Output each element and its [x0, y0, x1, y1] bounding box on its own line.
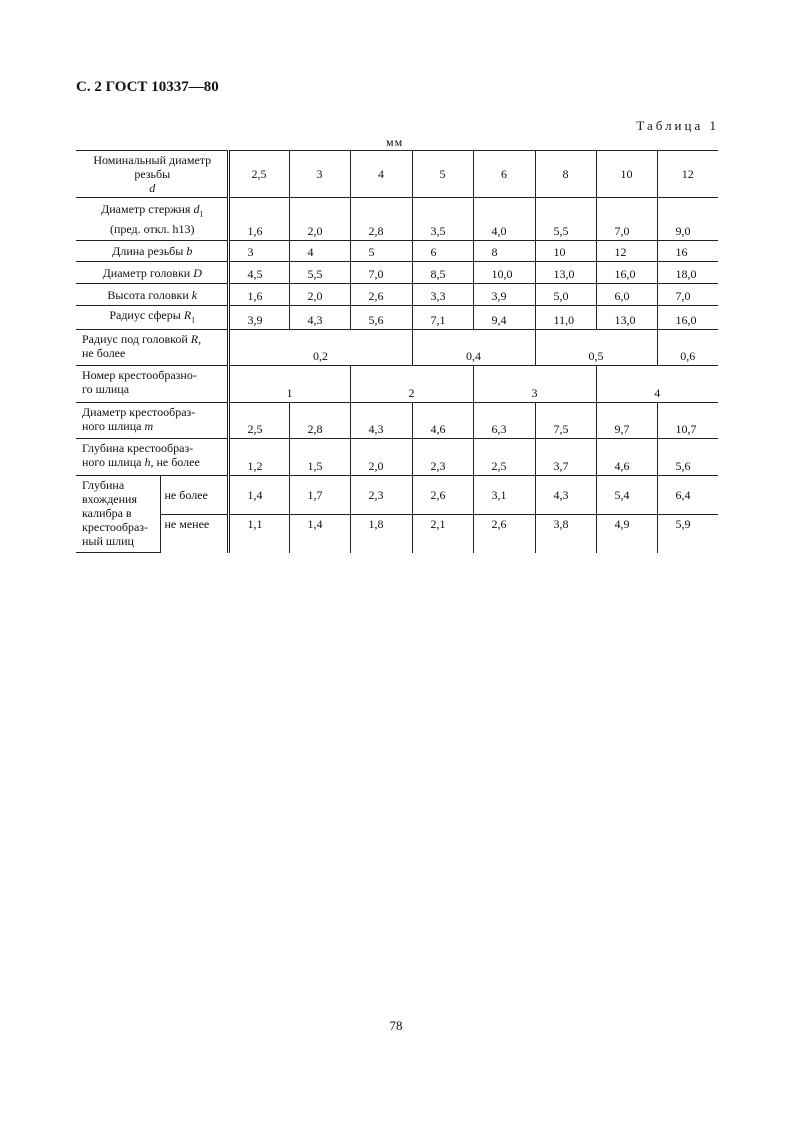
label-symbol: R — [183, 308, 192, 322]
value-cell: 11,0 — [535, 306, 596, 330]
value-cell: 4,0 — [473, 198, 535, 241]
table-row — [76, 306, 718, 330]
value-cell: 2,3 — [350, 476, 412, 515]
label-symbol: h — [144, 455, 151, 470]
label-text: ного шлица — [82, 419, 142, 434]
value-cell: 3 — [289, 151, 350, 198]
label-symbol: d — [193, 202, 200, 217]
label-text: вхождения — [82, 492, 137, 507]
label-text: Глубина — [82, 478, 125, 493]
label-text: , не более — [150, 455, 200, 470]
value-cell: 3 — [473, 366, 596, 403]
value-cell: 1,6 — [228, 284, 289, 306]
value-cell: 7,0 — [350, 262, 412, 284]
row-label — [76, 262, 228, 284]
row-label — [76, 439, 228, 476]
value-cell: 5,9 — [657, 515, 718, 553]
label-symbol: k — [191, 287, 198, 302]
value-cell: 2,3 — [412, 439, 473, 476]
value-cell: 6,3 — [473, 403, 535, 439]
table-row-slot-number — [76, 366, 718, 403]
label-text: Радиус под головкой — [82, 332, 188, 347]
value-cell: 2,5 — [228, 151, 289, 198]
value-cell: 5,0 — [535, 284, 596, 306]
value-cell: 3,9 — [228, 306, 289, 330]
label-text: (пред. откл. h13) — [109, 221, 195, 236]
value-cell: 1,8 — [350, 515, 412, 553]
max-label: не более — [160, 476, 228, 515]
value-cell: 6,0 — [596, 284, 657, 306]
value-cell: 10 — [535, 241, 596, 262]
value-cell: 8 — [473, 241, 535, 262]
value-cell: 12 — [596, 241, 657, 262]
table-row — [76, 241, 718, 262]
label-text: Диаметр крестообраз- — [82, 405, 196, 420]
value-cell: 1,4 — [228, 476, 289, 515]
value-cell: 1,4 — [289, 515, 350, 553]
value-cell: 9,0 — [657, 198, 718, 241]
label-text: Длина резьбы — [112, 244, 184, 258]
value-cell: 7,0 — [657, 284, 718, 306]
label-text: Глубина крестообраз- — [82, 441, 194, 456]
label-subscript: 1 — [199, 209, 204, 219]
label-text: калибра в — [82, 506, 132, 521]
row-label — [76, 366, 228, 403]
label-text: не более — [82, 346, 126, 361]
value-cell: 1,6 — [228, 198, 289, 241]
value-cell: 2,6 — [412, 476, 473, 515]
row-label — [76, 330, 228, 366]
value-cell: 6 — [473, 151, 535, 198]
value-cell: 10 — [596, 151, 657, 198]
label-text: Диаметр стержня — [101, 202, 191, 217]
value-cell: 9,7 — [596, 403, 657, 439]
value-cell: 6 — [412, 241, 473, 262]
table-row-slot-depth — [76, 439, 718, 476]
value-cell: 3,8 — [535, 515, 596, 553]
row-label — [76, 403, 228, 439]
label-symbol: d — [149, 181, 156, 195]
label-text: Номер крестообразно- — [82, 368, 197, 383]
value-cell: 6,4 — [657, 476, 718, 515]
value-cell: 2,0 — [289, 284, 350, 306]
table-title: Таблица 1 — [636, 118, 719, 133]
value-cell: 13,0 — [535, 262, 596, 284]
label-symbol: m — [144, 419, 154, 434]
value-cell: 7,0 — [596, 198, 657, 241]
label-text: Радиус сферы — [109, 308, 181, 322]
value-cell: 8,5 — [412, 262, 473, 284]
table-row — [76, 262, 718, 284]
dimensions-table — [76, 150, 718, 553]
label-symbol: R, — [190, 332, 202, 347]
value-cell: 10,0 — [473, 262, 535, 284]
table-row-gauge-depth-max — [76, 476, 718, 515]
value-cell: 5,5 — [289, 262, 350, 284]
table-row-radius-under-head — [76, 330, 718, 366]
value-cell: 13,0 — [596, 306, 657, 330]
value-cell: 12 — [657, 151, 718, 198]
value-cell: 5 — [412, 151, 473, 198]
value-cell: 4,6 — [412, 403, 473, 439]
value-cell: 4 — [596, 366, 718, 403]
row-label — [76, 284, 228, 306]
value-cell: 2,6 — [473, 515, 535, 553]
value-cell: 4,3 — [535, 476, 596, 515]
value-cell: 2,5 — [473, 439, 535, 476]
row-label — [76, 306, 228, 330]
value-cell: 1,1 — [228, 515, 289, 553]
label-symbol: D — [193, 265, 202, 280]
value-cell: 5,4 — [596, 476, 657, 515]
value-cell: 7,1 — [412, 306, 473, 330]
table-row — [76, 198, 718, 241]
value-cell: 8 — [535, 151, 596, 198]
value-cell: 4,6 — [596, 439, 657, 476]
table-row-slot-diameter — [76, 403, 718, 439]
label-subscript: 1 — [191, 315, 196, 325]
value-cell: 4,9 — [596, 515, 657, 553]
value-cell: 2,8 — [350, 198, 412, 241]
units-label: мм — [386, 135, 404, 149]
value-cell: 2,8 — [289, 403, 350, 439]
page-number: 78 — [389, 1018, 403, 1033]
value-cell: 4,3 — [350, 403, 412, 439]
value-cell: 5,6 — [657, 439, 718, 476]
value-cell: 1,7 — [289, 476, 350, 515]
gauge-depth-label — [76, 476, 160, 553]
value-cell: 2,6 — [350, 284, 412, 306]
value-cell: 2 — [350, 366, 473, 403]
value-cell: 1,5 — [289, 439, 350, 476]
table-row — [76, 284, 718, 306]
value-cell: 4,5 — [228, 262, 289, 284]
value-cell: 0,6 — [657, 330, 718, 366]
value-cell: 2,0 — [350, 439, 412, 476]
value-cell: 3 — [228, 241, 289, 262]
value-cell: 4,3 — [289, 306, 350, 330]
row-label — [76, 241, 228, 262]
value-cell: 5 — [350, 241, 412, 262]
row-label — [76, 198, 228, 241]
value-cell: 3,3 — [412, 284, 473, 306]
label-text: Диаметр головки — [102, 265, 191, 280]
value-cell: 5,5 — [535, 198, 596, 241]
value-cell: 3,9 — [473, 284, 535, 306]
value-cell: 4 — [350, 151, 412, 198]
value-cell: 3,7 — [535, 439, 596, 476]
label-text: Номинальный диаметр резьбы — [93, 153, 212, 181]
table-row-gauge-depth-min — [76, 515, 718, 553]
value-cell: 18,0 — [657, 262, 718, 284]
value-cell: 7,5 — [535, 403, 596, 439]
value-cell: 3,5 — [412, 198, 473, 241]
label-text: ного шлица — [82, 455, 142, 470]
value-cell: 16 — [657, 241, 718, 262]
value-cell: 3,1 — [473, 476, 535, 515]
label-text: Высота головки — [107, 287, 189, 302]
value-cell: 0,4 — [412, 330, 535, 366]
value-cell: 16,0 — [657, 306, 718, 330]
min-label: не менее — [160, 515, 228, 553]
value-cell: 4 — [289, 241, 350, 262]
label-text: крестообраз- — [82, 520, 149, 535]
value-cell: 10,7 — [657, 403, 718, 439]
value-cell: 16,0 — [596, 262, 657, 284]
label-text: го шлица — [82, 382, 130, 397]
value-cell: 2,5 — [228, 403, 289, 439]
table-row-nominal — [76, 151, 718, 198]
value-cell: 1 — [228, 366, 350, 403]
label-text: ный шлиц — [82, 534, 134, 549]
page-header: С. 2 ГОСТ 10337—80 — [76, 79, 219, 95]
label-symbol: b — [186, 244, 193, 258]
value-cell: 5,6 — [350, 306, 412, 330]
value-cell: 2,1 — [412, 515, 473, 553]
value-cell: 1,2 — [228, 439, 289, 476]
value-cell: 0,5 — [535, 330, 657, 366]
value-cell: 2,0 — [289, 198, 350, 241]
value-cell: 9,4 — [473, 306, 535, 330]
row-label — [76, 151, 228, 198]
value-cell: 0,2 — [228, 330, 412, 366]
